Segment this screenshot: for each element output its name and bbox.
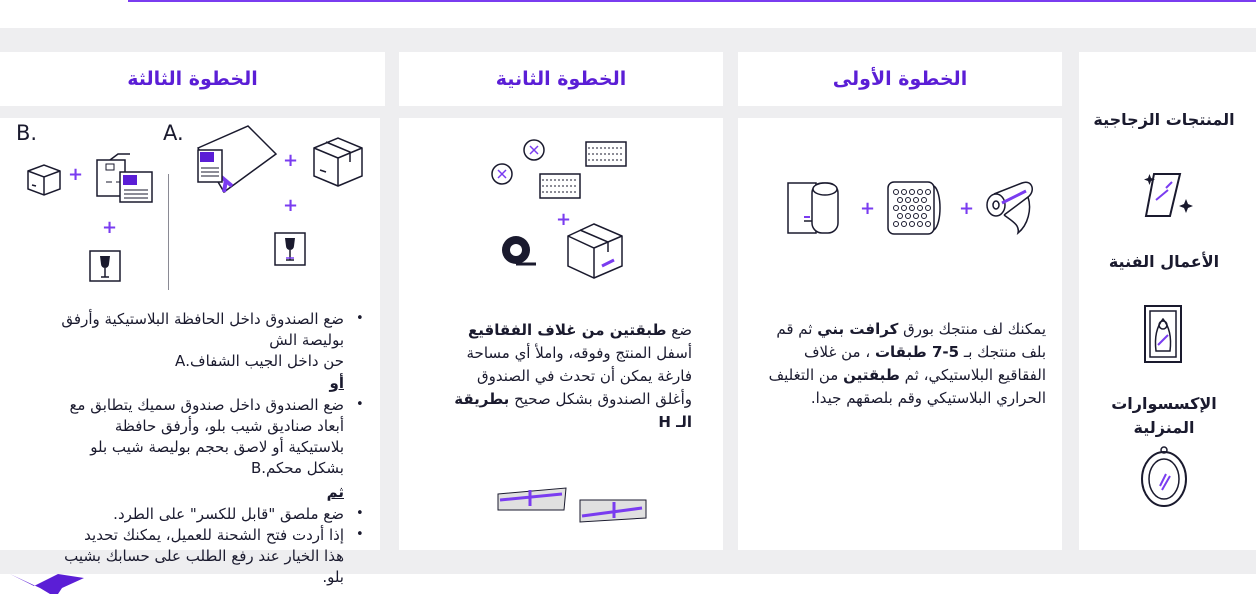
bubble-wrap-roll-icon (788, 181, 840, 235)
step1-title: الخطوة الأولى (832, 68, 968, 90)
category-home-label: الإكسسوارات المنزلية (1111, 394, 1217, 437)
option-b-label: B. (16, 121, 38, 145)
step2-title: الخطوة الثانية (495, 68, 627, 90)
step1-text: من التغليف الحراري البلاستيكي وقم بلصقهم جيدا. (768, 366, 1046, 407)
step1-description (754, 318, 1046, 410)
fragile-label-icon (274, 232, 308, 268)
step3-bullet-line: ضع ملصق "قابل للكسر" على الطرد. (113, 505, 344, 523)
options-divider (168, 174, 169, 290)
step3-bullet-line: ضع الصندوق داخل الحافظة البلاستيكية وأرفق (61, 310, 344, 328)
bullet-icon: • (356, 397, 364, 412)
step1-kraft: كرافت بني (817, 320, 899, 338)
mirror-icon (1140, 446, 1188, 508)
mailer-bag-icon (196, 124, 278, 194)
step3-bullet-line: ضع الصندوق داخل صندوق سميك يتطابق مع (69, 396, 344, 414)
step3-title: الخطوة الثالثة (127, 68, 258, 90)
step1-header (738, 52, 1062, 106)
bubble-sheets-icon (488, 134, 632, 206)
wrap-roll-icon (886, 180, 942, 236)
step3-bullet-3 (6, 504, 344, 525)
tape-roll-icon (500, 234, 538, 268)
step3-bullet-line: إذا أردت فتح الشحنة للعميل، يمكنك تحديد (84, 526, 344, 544)
plus-icon: + (68, 164, 84, 185)
plus-icon: + (283, 150, 299, 171)
box-icon (26, 163, 62, 197)
logo-icon (10, 572, 86, 594)
box-icon (312, 136, 364, 188)
shrink-film-icon (984, 181, 1034, 235)
category-art-label: الأعمال الفنية (1108, 252, 1220, 271)
step3-bullet-line: بشكل محكم.B (250, 459, 344, 477)
step1-text: ، من غلاف الفقاقيع البلاستيكي، ثم (804, 343, 1046, 384)
step1-text: ثم قم بلف منتجك بـ (776, 320, 1046, 361)
step2-description (440, 319, 692, 434)
bullet-icon: • (356, 311, 364, 326)
step3-bullet-line: أبعاد صناديق شيب بلو، وأرفق حافظة (114, 417, 344, 435)
step2-header (399, 52, 723, 106)
step3-bullet-line: بلاستيكية أو لاصق بحجم بوليصة شيب بلو (90, 438, 344, 456)
step1-layers: 5-7 طبقات (874, 343, 960, 361)
bullet-icon: • (356, 506, 364, 521)
step3-then-label: ثم (326, 483, 344, 501)
step3-bullet-1 (6, 309, 344, 372)
step1-text: يمكنك لف منتجك بورق (898, 320, 1046, 338)
step2-h-method: بطريقة الـ H (454, 390, 692, 431)
step3-header (0, 52, 385, 106)
bullet-icon: • (356, 527, 364, 542)
h-tape-box-icon (496, 486, 652, 526)
option-a-label: A. (163, 121, 184, 145)
step3-or-label: أو (329, 374, 344, 392)
plus-icon: + (959, 198, 975, 219)
plus-icon: + (102, 217, 118, 238)
box-icon (566, 222, 624, 280)
plus-icon: + (556, 209, 572, 230)
plus-icon: + (283, 195, 299, 216)
glass-icon (1146, 170, 1194, 220)
step1-two-layers: طبقتين (843, 366, 900, 384)
step2-two-layers: طبقتين من غلاف الفقاقيع (468, 321, 667, 339)
top-accent-line (0, 0, 1256, 2)
step3-bullet-2 (6, 395, 344, 479)
step3-bullet-line: بلو. (322, 568, 344, 586)
category-glass-label: المنتجات الزجاجية (1093, 110, 1235, 129)
step2-text: ضع (666, 321, 692, 339)
plus-icon: + (860, 198, 876, 219)
fragile-label-icon (89, 250, 123, 284)
box-with-label-icon (96, 158, 154, 204)
step3-bullet-line: حن داخل الجيب الشفاف.A (174, 352, 344, 370)
step2-text: أسفل المنتج وفوقه، واملأ أي مساحة فارغة يمكن أن تحدث في الصندوق وأغلق الصندوق بشكل صحيح (466, 344, 692, 408)
step3-bullet-line: بوليصة الش (269, 331, 344, 349)
step3-bullet-line: هذا الخيار عند رفع الطلب على حسابك بشيب (64, 547, 344, 565)
artwork-icon (1144, 305, 1184, 363)
